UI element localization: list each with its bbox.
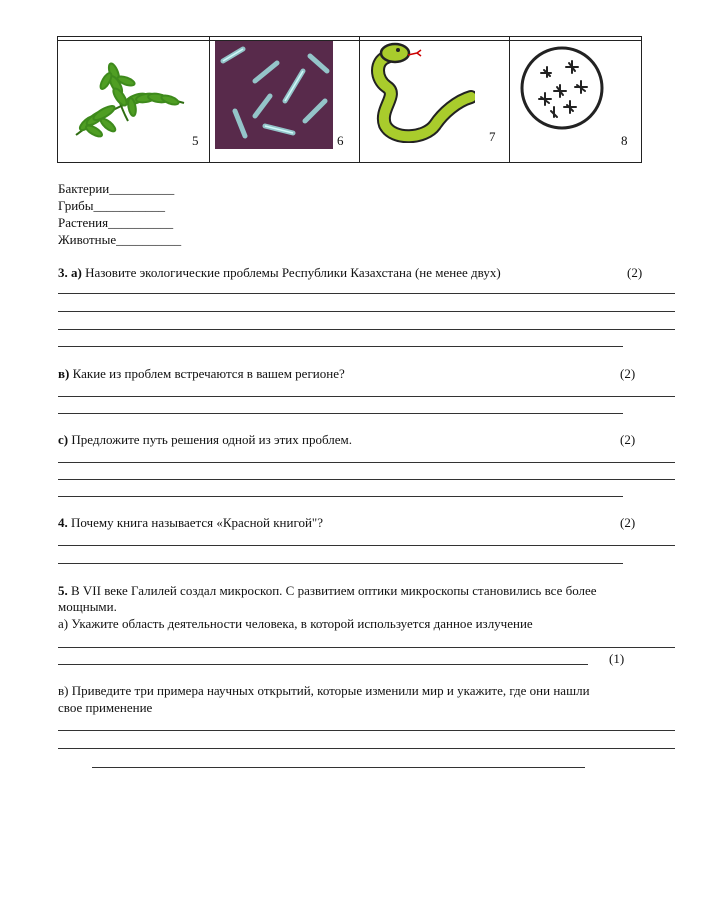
question-text: Какие из проблем встречаются в вашем регионе?	[72, 366, 345, 381]
question-text: Почему книга называется «Красной книгой"?	[71, 515, 324, 530]
question-text: Предложите путь решения одной из этих проблем.	[71, 432, 352, 447]
question-3b	[58, 366, 345, 382]
answer-line[interactable]	[58, 396, 675, 397]
image-number: 7	[489, 129, 496, 144]
question-number: 3.	[58, 265, 68, 280]
snake-icon	[365, 39, 475, 143]
question-3a	[58, 265, 501, 281]
image-cell-mold	[509, 37, 641, 162]
category-animals: Животные__________	[58, 232, 182, 247]
image-number: 6	[337, 133, 344, 148]
question-5b-continued: свое применение	[58, 700, 153, 715]
image-cell-bacteria	[209, 37, 360, 162]
answer-line[interactable]	[58, 479, 675, 480]
question-number: 5.	[58, 583, 68, 598]
answer-line[interactable]	[58, 462, 675, 463]
score-4: (2)	[620, 515, 636, 530]
category-bacteria: Бактерии__________	[58, 181, 175, 196]
question-number: 4.	[58, 515, 68, 530]
answer-line[interactable]	[58, 748, 675, 749]
score-3b: (2)	[620, 366, 636, 381]
score-5a: (1)	[609, 651, 625, 666]
question-label: в)	[58, 366, 70, 381]
score-3a: (2)	[627, 265, 643, 280]
fern-icon	[66, 43, 191, 143]
answer-line[interactable]	[58, 329, 675, 330]
category-plants: Растения__________	[58, 215, 174, 230]
question-3c	[58, 432, 352, 448]
image-number: 5	[192, 133, 199, 148]
category-fungi: Грибы___________	[58, 198, 166, 213]
question-label: а)	[71, 265, 82, 280]
answer-line[interactable]	[58, 545, 675, 546]
answer-line[interactable]	[58, 346, 623, 347]
answer-line[interactable]	[92, 767, 585, 768]
question-5a: а) Укажите область деятельности человека, в которой используется данное излучение	[58, 616, 533, 631]
image-table	[57, 36, 642, 163]
answer-line[interactable]	[58, 664, 588, 665]
answer-line[interactable]	[58, 730, 675, 731]
question-text: Назовите экологические проблемы Республики Казахстана (не менее двух)	[85, 265, 501, 280]
answer-line[interactable]	[58, 293, 675, 294]
answer-line[interactable]	[58, 496, 623, 497]
answer-line[interactable]	[58, 311, 675, 312]
answer-line[interactable]	[58, 563, 623, 564]
image-cell-fern	[58, 37, 210, 162]
bacteria-photo-icon	[215, 41, 333, 149]
score-3c: (2)	[620, 432, 636, 447]
image-number: 8	[621, 133, 628, 148]
question-5-intro-continued: мощными.	[58, 599, 117, 614]
question-5-intro	[58, 583, 597, 599]
petri-dish-icon	[519, 45, 605, 131]
question-label: с)	[58, 432, 69, 447]
question-5b: в) Приведите три примера научных открытий, которые изменили мир и укажите, где они нашли	[58, 683, 590, 698]
image-cell-snake	[359, 37, 510, 162]
answer-line[interactable]	[58, 647, 675, 648]
question-text: В VII веке Галилей создал микроскоп. С развитием оптики микроскопы становились все более	[71, 583, 597, 598]
question-4	[58, 515, 323, 531]
answer-line[interactable]	[58, 413, 623, 414]
